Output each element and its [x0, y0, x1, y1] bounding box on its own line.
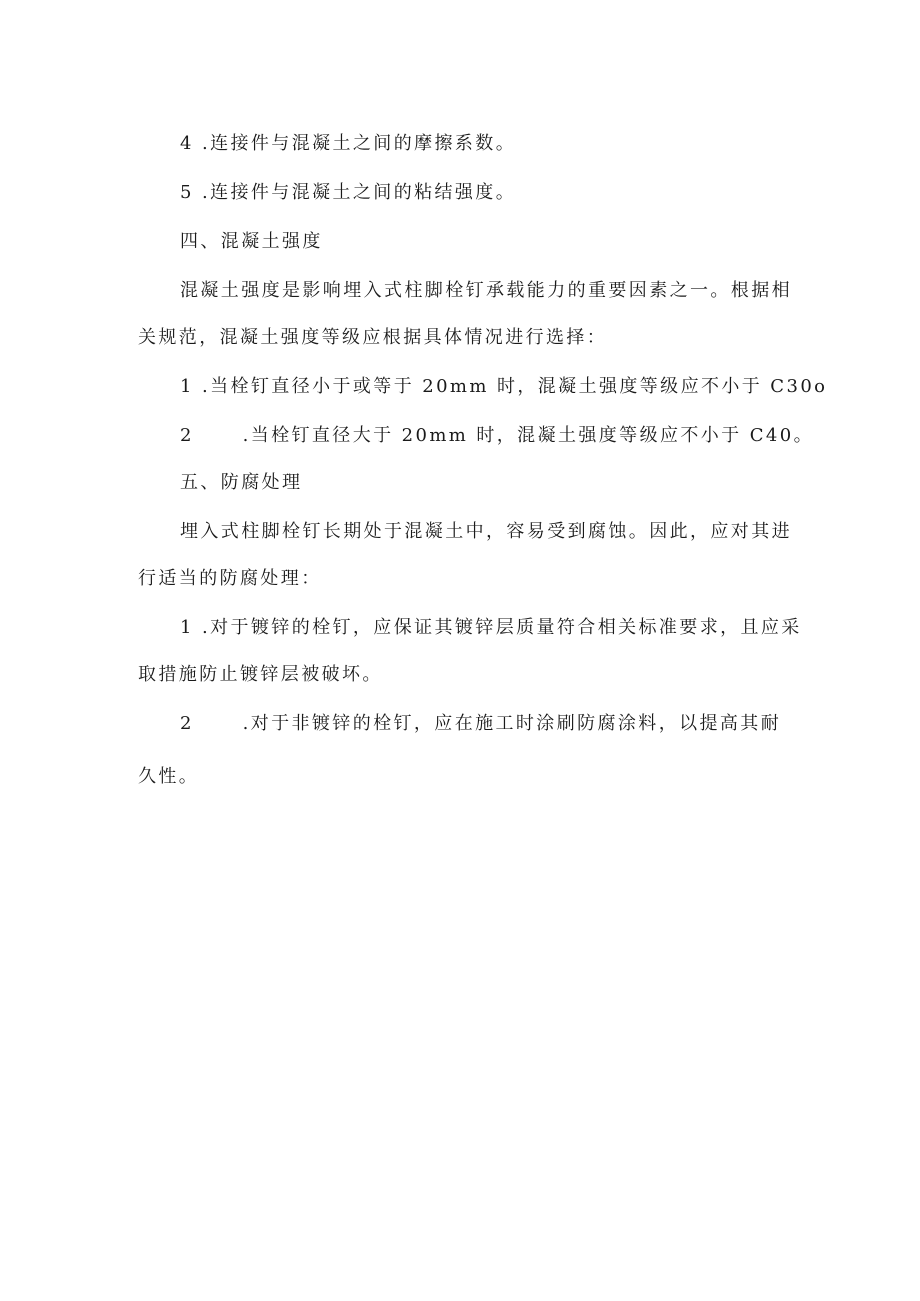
paragraph-anticorrosion-line-1: 埋入式柱脚栓钉长期处于混凝土中，容易受到腐蚀。因此，应对其进: [180, 521, 792, 542]
paragraph-concrete-strength-line-2: 关规范，混凝土强度等级应根据具体情况进行选择：: [138, 327, 608, 348]
paragraph-anticorrosion-line-2: 行适当的防腐处理：: [138, 568, 322, 589]
list-item-friction-coefficient: 4 .连接件与混凝土之间的摩擦系数。: [180, 133, 517, 154]
paragraph-concrete-strength-line-1: 混凝土强度是影响埋入式柱脚栓钉承载能力的重要因素之一。根据相: [180, 280, 792, 301]
list-item-galvanized-line-2: 取措施防止镀锌层被破坏。: [138, 664, 383, 685]
list-item-c40-requirement: 2 .当栓钉直径大于 20mm 时，混凝土强度等级应不小于 C40。: [180, 425, 814, 446]
section-heading-concrete-strength: 四、混凝土强度: [180, 231, 323, 252]
list-item-non-galvanized-line-2: 久性。: [138, 766, 200, 787]
list-item-bond-strength: 5 .连接件与混凝土之间的粘结强度。: [180, 182, 517, 203]
section-heading-anticorrosion: 五、防腐处理: [180, 472, 303, 493]
list-item-galvanized-line-1: 1 .对于镀锌的栓钉，应保证其镀锌层质量符合相关标准要求，且应采: [180, 617, 802, 638]
list-item-non-galvanized-line-1: 2 .对于非镀锌的栓钉，应在施工时涂刷防腐涂料，以提高其耐: [180, 713, 782, 734]
list-item-c30-requirement: 1 .当栓钉直径小于或等于 20mm 时，混凝土强度等级应不小于 C30o: [180, 376, 828, 397]
